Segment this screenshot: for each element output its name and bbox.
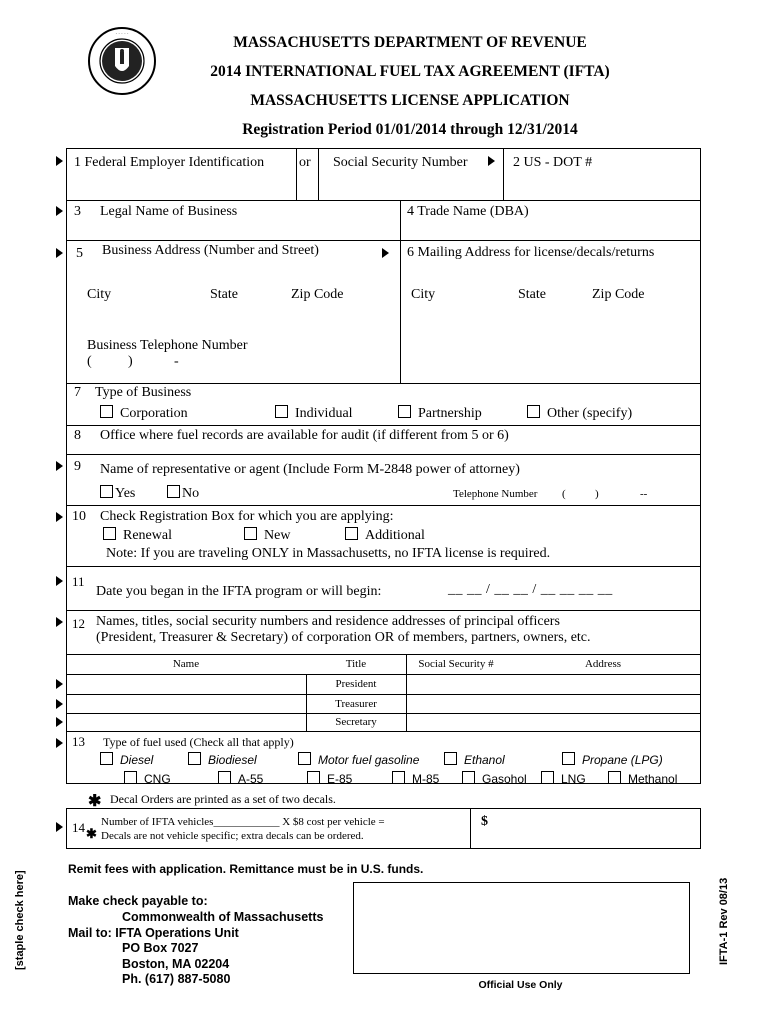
po-box: PO Box 7027 (122, 941, 199, 955)
staple-check-label: [staple check here] (14, 870, 26, 970)
label-ifta-start-date: Date you began in the IFTA program or will begin: (96, 584, 382, 599)
row-arrow-president (56, 679, 63, 689)
label-legal-name: Legal Name of Business (100, 204, 238, 219)
cng-label: CNG (144, 772, 171, 786)
checkbox-propane[interactable] (562, 752, 663, 767)
header-dept: MASSACHUSETTS DEPARTMENT OF REVENUE (233, 34, 587, 51)
label-num-7: 7 (74, 385, 81, 400)
label-num-5: 5 (76, 246, 83, 261)
checkbox-renewal[interactable] (103, 527, 172, 544)
checkbox-ethanol[interactable] (444, 752, 505, 767)
massachusetts-seal-icon (87, 26, 157, 96)
checkbox-new[interactable] (244, 527, 290, 544)
row-arrow-secretary (56, 717, 63, 727)
row-secretary: Secretary (335, 716, 377, 728)
checkbox-corporation[interactable] (100, 405, 188, 422)
label-usdot: 2 US - DOT # (513, 155, 593, 170)
label-city-left: City (87, 287, 112, 302)
other-label: Other (specify) (547, 406, 633, 421)
label-type-business: Type of Business (95, 385, 192, 400)
checkbox-motor-fuel[interactable] (298, 752, 419, 767)
tel-paren-close: ) (595, 488, 599, 500)
row-treasurer: Treasurer (335, 698, 377, 710)
label-registration-box: Check Registration Box for which you are applying: (100, 509, 394, 524)
label-num-8: 8 (74, 428, 81, 443)
official-use-box (353, 882, 690, 974)
payee-name: Commonwealth of Massachusetts (122, 910, 324, 924)
diesel-label: Diesel (120, 753, 154, 767)
label-ssn: Social Security Number (333, 155, 468, 170)
mail-phone: Ph. (617) 887-5080 (122, 972, 231, 986)
label-num-3: 3 (74, 204, 81, 219)
phone-dash: - (174, 354, 179, 369)
header-agreement: 2014 INTERNATIONAL FUEL TAX AGREEMENT (IFTA) (210, 63, 610, 80)
new-label: New (264, 528, 291, 543)
label-vehicle-count[interactable]: Number of IFTA vehicles____________ X $8 cost per vehicle = (101, 816, 385, 828)
gasohol-label: Gasohol (482, 772, 527, 786)
field-arrow-11 (56, 576, 63, 586)
label-state-left: State (210, 287, 238, 302)
label-or: or (299, 155, 311, 170)
e85-label: E-85 (327, 772, 353, 786)
mail-to: Mail to: IFTA Operations Unit (68, 926, 239, 940)
col-ssn: Social Security # (418, 658, 494, 670)
field-arrow-13 (56, 738, 63, 748)
field-arrow-ssn (488, 156, 495, 166)
label-decals-note: Decals are not vehicle specific; extra decals can be ordered. (101, 830, 364, 842)
checkbox-yes[interactable] (100, 485, 135, 502)
checkbox-individual[interactable] (275, 405, 353, 422)
lng-label: LNG (561, 772, 586, 786)
payable-label: Make check payable to: (68, 894, 208, 908)
field-arrow-6 (382, 248, 389, 258)
label-num-14: 14 (72, 820, 85, 835)
label-fein: 1 Federal Employer Identification (74, 155, 265, 170)
checkbox-other[interactable] (527, 405, 632, 422)
label-trade-name: 4 Trade Name (DBA) (407, 204, 529, 219)
field-arrow-5 (56, 248, 63, 258)
official-use-label: Official Use Only (478, 979, 563, 991)
asterisk-icon-14: ✱ (86, 826, 97, 841)
date-input-blank[interactable]: __ __ / __ __ / __ __ __ __ (448, 582, 613, 597)
label-traveling-note: Note: If you are traveling ONLY in Massachusetts, no IFTA license is required. (106, 546, 551, 561)
checkbox-diesel[interactable] (100, 752, 153, 767)
individual-label: Individual (295, 406, 353, 421)
corporation-label: Corporation (120, 406, 188, 421)
label-num-13: 13 (72, 734, 85, 749)
label-state-right: State (518, 287, 546, 302)
no-label: No (182, 486, 200, 501)
biodiesel-label: Biodiesel (208, 753, 257, 767)
col-address: Address (584, 658, 622, 670)
phone-paren-open: ( (87, 354, 92, 369)
label-telephone-number: Telephone Number (453, 488, 538, 500)
field-arrow-12 (56, 617, 63, 627)
label-num-9: 9 (74, 459, 81, 474)
label-principal-officers-2: (President, Treasurer & Secretary) of corporation OR of members, partners, owners, etc. (96, 630, 591, 645)
label-zip-right: Zip Code (592, 287, 645, 302)
field-arrow-9 (56, 461, 63, 471)
label-city-right: City (411, 287, 436, 302)
form-id-label: IFTA-1 Rev 08/13 (718, 877, 730, 965)
ethanol-label: Ethanol (464, 753, 505, 767)
field-arrow-1 (56, 156, 63, 166)
label-business-phone: Business Telephone Number (87, 338, 248, 353)
motor-fuel-label: Motor fuel gasoline (318, 753, 420, 767)
label-representative: Name of representative or agent (Include Form M-2848 power of attorney) (100, 462, 520, 477)
row-arrow-treasurer (56, 699, 63, 709)
label-fuel-type: Type of fuel used (Check all that apply) (103, 735, 294, 749)
tel-dash: -- (640, 488, 648, 500)
label-business-address: Business Address (Number and Street) (102, 243, 319, 258)
checkbox-biodiesel[interactable] (188, 752, 257, 767)
phone-paren-close: ) (128, 354, 133, 369)
remit-note: Remit fees with application. Remittance must be in U.S. funds. (68, 862, 424, 876)
additional-label: Additional (365, 528, 425, 543)
checkbox-partnership[interactable] (398, 405, 482, 422)
tel-paren-open: ( (562, 488, 566, 500)
svg-text:· · · · ·: · · · · · (115, 32, 129, 37)
label-zip-left: Zip Code (291, 287, 344, 302)
header-application: MASSACHUSETTS LICENSE APPLICATION (250, 92, 570, 109)
label-num-12: 12 (72, 616, 85, 631)
a55-label: A-55 (238, 772, 264, 786)
checkbox-additional[interactable] (345, 527, 425, 544)
label-mailing-address: 6 Mailing Address for license/decals/returns (407, 245, 655, 260)
methanol-label: Methanol (628, 772, 678, 786)
yes-label: Yes (115, 486, 136, 501)
row-president: President (335, 678, 377, 690)
m85-label: M-85 (412, 772, 440, 786)
field-arrow-14 (56, 822, 63, 832)
label-audit-office: Office where fuel records are available for audit (if different from 5 or 6) (100, 428, 509, 443)
col-title: Title (345, 658, 367, 670)
header-registration-period: Registration Period 01/01/2014 through 12/31/2014 (242, 121, 578, 138)
field-arrow-3 (56, 206, 63, 216)
asterisk-icon: ✱ (88, 793, 102, 810)
col-name: Name (172, 658, 200, 670)
label-num-11: 11 (72, 574, 85, 589)
label-num-10: 10 (72, 509, 86, 524)
propane-label: Propane (LPG) (582, 753, 663, 767)
dollar-sign: $ (481, 814, 488, 829)
field-arrow-10 (56, 512, 63, 522)
mail-city: Boston, MA 02204 (122, 957, 230, 971)
renewal-label: Renewal (123, 528, 172, 543)
label-decal-note: Decal Orders are printed as a set of two decals. (110, 792, 336, 806)
label-principal-officers-1: Names, titles, social security numbers and residence addresses of principal officers (96, 614, 560, 629)
partnership-label: Partnership (418, 406, 482, 421)
checkbox-no[interactable] (167, 485, 199, 502)
